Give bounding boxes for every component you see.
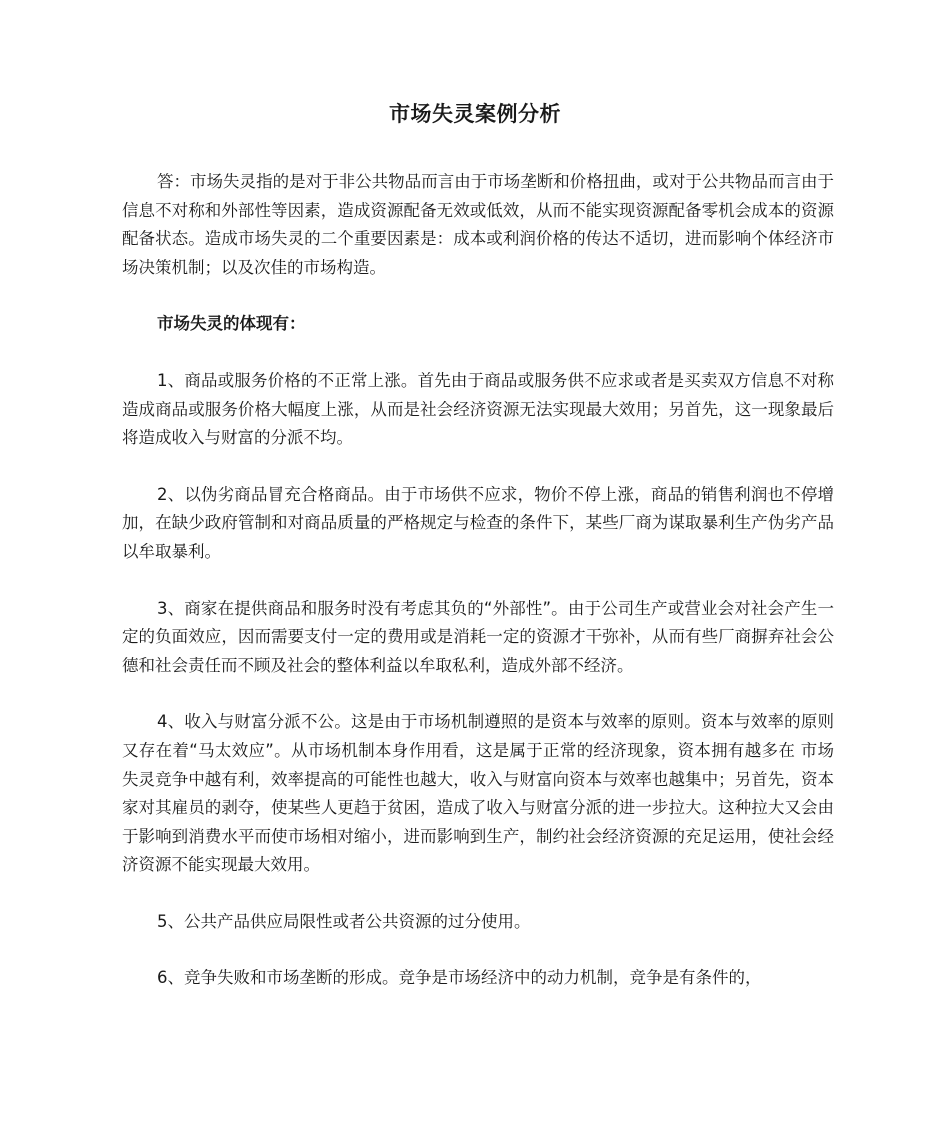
document-body — [122, 168, 834, 993]
point-6-paragraph: 6、竞争失败和市场垄断的形成。竞争是市场经济中的动力机制，竞争是有条件的， — [157, 968, 762, 988]
document-title: 市场失灵案例分析 — [389, 102, 561, 126]
definition-paragraph: 答：市场失灵指的是对于非公共物品而言由于市场垄断和价格扭曲，或对于公共物品而言由于信息不对称和外部性等因素，造成资源配备无效或低效，从而不能实现资源配备零机会成本的资源配备状态。造成市场失灵的二个重要因素是：成本或利润价格的传达不适切，进而影响个体经济市场决策机制；以及次佳的市场构造。 — [122, 172, 834, 277]
section-heading: 市场失灵的体现有： — [157, 314, 306, 334]
point-4-paragraph: 4、收入与财富分派不公。这是由于市场机制遵照的是资本与效率的原则。资本与效率的原则又存在着“马太效应”。从市场机制本身作用看，这是属于正常的经济现象，资本拥有越多在 市场失灵竞争中越有利，效率提高的可能性也越大，收入与财富向资本与效率也越集中；另首先，资本家对其雇员的剥夺，使某些人更趋于贫困，造成了收入与财富分派的进一步拉大。这种拉大又会由于影响到消费水平而使市场相对缩小，进而影响到生产，制约社会经济资源的充足运用，使社会经济资源不能实现最大效用。 — [122, 712, 834, 875]
point-1-paragraph: 1、商品或服务价格的不正常上涨。首先由于商品或服务供不应求或者是买卖双方信息不对称造成商品或服务价格大幅度上涨，从而是社会经济资源无法实现最大效用；另首先，这一现象最后将造成收入与财富的分派不均。 — [122, 370, 834, 448]
point-3-paragraph: 3、商家在提供商品和服务时没有考虑其负的“外部性”。由于公司生产或营业会对社会产生一定的负面效应，因而需要支付一定的费用或是消耗一定的资源才干弥补，从而有些厂商摒弃社会公德和社会责任而不顾及社会的整体利益以牟取私利，造成外部不经济。 — [122, 598, 834, 675]
point-5-paragraph: 5、公共产品供应局限性或者公共资源的过分使用。 — [157, 911, 531, 931]
point-2-paragraph: 2、以伪劣商品冒充合格商品。由于市场供不应求，物价不停上涨，商品的销售利润也不停增加，在缺少政府管制和对商品质量的严格规定与检查的条件下，某些厂商为谋取暴利生产伪劣产品以牟取暴利。 — [122, 484, 834, 561]
